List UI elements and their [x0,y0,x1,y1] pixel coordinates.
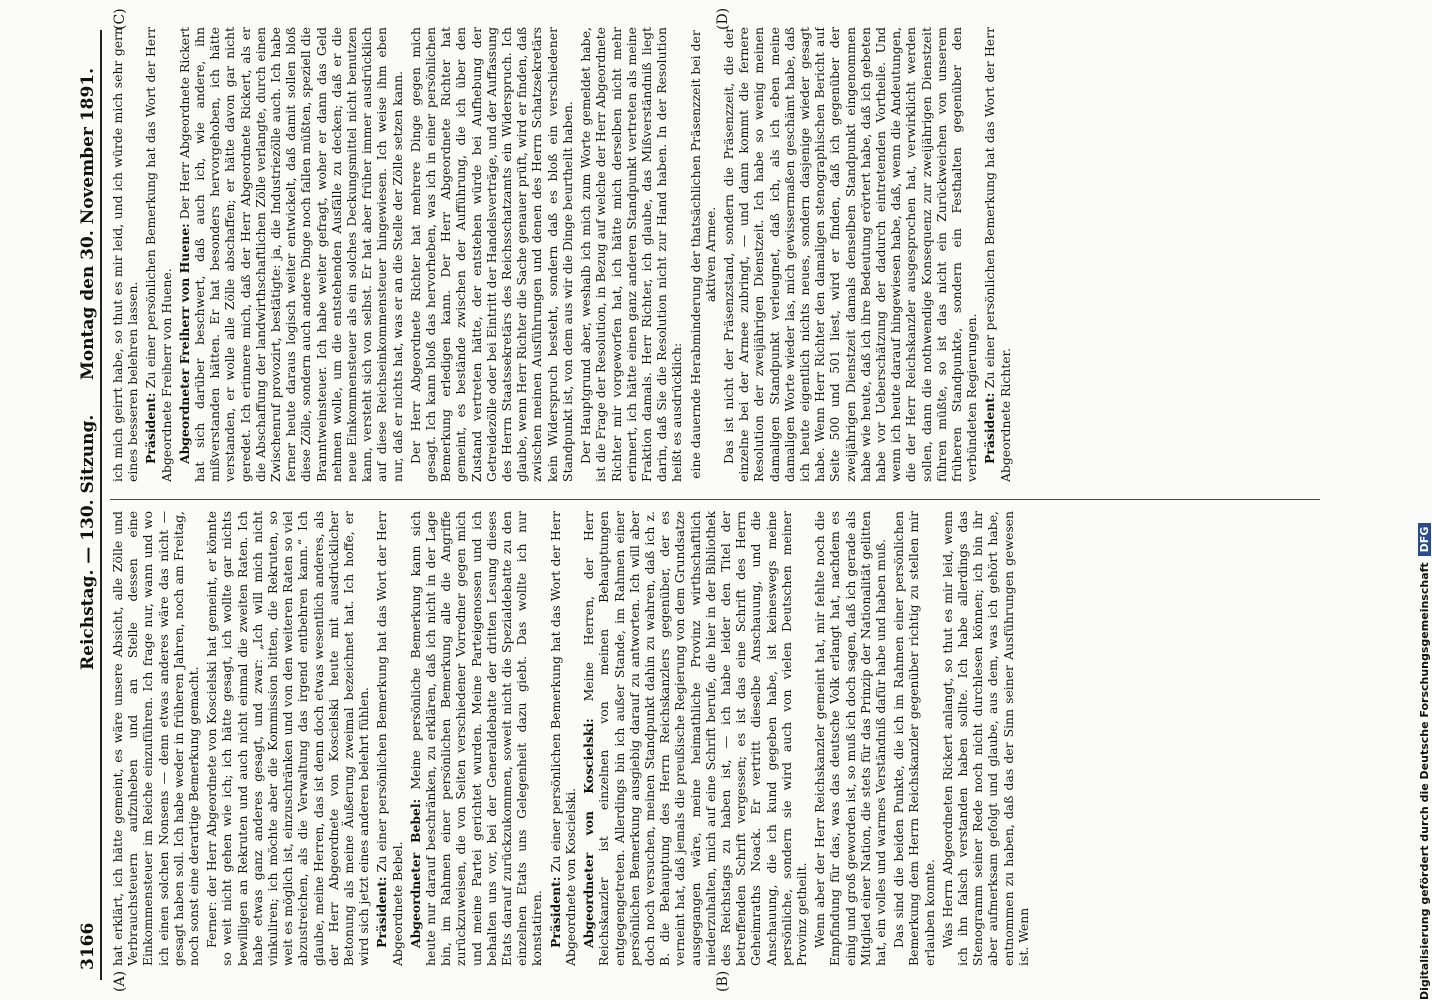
paragraph [982,27,1012,482]
session-date: Montag den 30. November 1891. [78,67,98,380]
margin-mark-c: (C) [112,8,128,30]
paragraph [374,511,404,966]
paragraph: Wenn aber der Herr Reichskanzler gemeint hat, mir fehlte noch die Empfindung für das, was das deutsche Volk erlangt hat, nachdem es einig und groß geworden ist, so muß ich doch sagen, daß ich gerade als Mitglied einer Nation, die stets für das Prinzip der Nationalität gelitten hat, ein volles und warmes Verständniß dafür habe und haben muß. [812,511,888,966]
speaker-label: Präsident: [374,876,390,948]
paragraph-text: Zu einer persönlichen Bemerkung hat das Wort der Herr Abgeordnete Richter. [982,27,1013,482]
paragraph: ich mich geirrt habe, so thut es mir leid, und ich würde mich sehr gern eines besseren belehren lassen. [110,27,141,482]
speaker-label: Abgeordneter Bebel: [407,798,423,948]
digitization-credit [1418,300,1431,1000]
paragraph-text: Zu einer persönlichen Bemerkung hat das Wort der Herr Abgeordnete Bebel. [374,511,405,966]
margin-mark-d: (D) [715,7,731,30]
speaker-label: Abgeordneter von Koscielski: [581,718,597,948]
paragraph: Was Herrn Abgeordneten Rickert anlangt, so thut es mir leid, wenn ich ihn falsch verstanden haben sollte. Ich habe allerdings das Stenogramm seiner Rede noch nicht durchlesen können; ich bin ihr aber aufmerksam gefolgt und glaube, aus dem, was ich gehört habe, entnommen zu haben, daß das der Sinn seiner Ausführungen gewesen ist. Wenn [939,511,1031,966]
speaker-label: Präsident: [547,876,563,948]
paragraph [581,511,809,966]
left-column [110,511,1320,966]
right-column [110,27,1320,482]
paragraph: hat erklärt, ich hätte gemeint, es wäre unsere Absicht, alle Zölle und Verbrauchsteuern aufzuheben und an Stelle dessen eine Einkommensteuer im Reiche einzuführen. Ich frage nur, wann und wo ich einen solchen Nonsens — denn etwas anderes wäre das nicht — gesagt haben soll. Ich habe weder in früheren Jahren, noch am Freitag, noch sonst eine derartige Bemerkung gemacht. [110,511,202,966]
speaker-label: Präsident: [143,392,159,464]
dfg-logo: DFG [1418,523,1431,557]
paragraph [143,27,173,482]
speaker-label: Abgeordneter Freiherr von Huene: [176,223,192,464]
paragraph: Der Hauptgrund aber, weshalb ich mich zum Worte gemeldet habe, ist die Frage der Resolution, in Bezug auf welche der Herr Abgeordnete Richter mir vorgeworfen hat, ich hätte mich derselben nicht mehr erinnert, ich hätte einen ganz anderen Standpunkt vertreten als meine Fraktion damals. Herr Richter, ich glaube, das Mißverständniß liegt darin, daß Sie die Resolution nicht zur Hand haben. In der Resolution heißt es ausdrücklich: [578,27,685,482]
paragraph-text: Meine Herren, der Herr Reichskanzler ist einzelnen von meinen Behauptungen entgegengetreten. Allerdings bin ich außer Stande, im Rahmen einer persönlichen Bemerkung ausgiebig darauf zu antworten. Ich will aber doch noch versuchen, meinen Standpunkt dahin zu wahren, daß ich z. B. die Behauptung des Herrn Reichskanzlers gegenüber, der es verneint hat, daß jemals die preußische Regierung von dem Grundsatze ausgegangen wäre, meine heimathliche Provinz wirthschaftlich niederzuhalten, mich auf eine Schrift berufe, die hier in der Bibliothek des Reichstags zu haben ist, — ich habe leider den Titel der betreffenden Schrift vergessen; es ist das eine Schrift des Herrn Geheimraths Noack. Er vertritt dieselbe Anschauung, und die Anschauung, die ich kund gegeben habe, ist keineswegs meine persönliche, sondern sie wird auch von vielen Deutschen meiner Provinz getheilt. [581,511,809,966]
paragraph: Das ist nicht der Präsenzstand, sondern die Präsenzzeit, die der einzelne bei der Armee zubringt, — und dann kommt die fernere Resolution der zweijährigen Dienstzeit. Ich habe so wenig meinen damaligen Standpunkt verleugnet, daß ich, als ich eben meine damaligen Worte wieder las, mich gewissermaßen geschämt habe, daß ich heute eigentlich nichts neues, sondern dasjenige wieder gesagt habe. Wenn Herr Richter den damaligen stenographischen Bericht auf Seite 500 und 501 liest, wird er finden, daß ich gegenüber der zweijährigen Dienstzeit damals denselben Standpunkt eingenommen habe wie heute, daß ich ihre Bedeutung erörtert habe, daß ich gebeten habe vor Ueberschätzung der dadurch eintretenden Vortheile. Und wenn ich heute darauf hingewiesen habe, daß, wenn die Andeutungen, die der Herr Reichskanzler ausgesprochen hat, verwirklicht werden sollen, dann die nothwendige Konsequenz zur zweijährigen Dienstzeit führen müßte, so ist das nicht ein Zurückweichen von unserem früheren Standpunkte, sondern ein Festhalten gegenüber den verbündeten Regierungen. [720,27,980,482]
paragraph: Das sind die beiden Punkte, die ich im Rahmen einer persönlichen Bemerkung dem Herrn Reichskanzler gegenüber richtig zu stellen mir erlauben konnte. [891,511,937,966]
paragraph: Ferner: der Herr Abgeordnete von Koscielski hat gemeint, er könnte so weit nicht gehen wie ich; ich hätte gesagt, ich wollte gar nichts bewilligen an Rekruten und auch nicht einmal die zweiten Raten. Ich habe etwas ganz anderes gesagt, und zwar: „Ich will mich nicht vinkuliren; ich möchte aber die Kommission bitten, die Rekruten, so weit es möglich ist, einzuschränken und von den weiteren Raten so viel abzustreichen, als die Verwaltung das irgend entbehren kann.“ Ich glaube, meine Herren, das ist denn doch etwas wesentlich anderes, als der Herr Abgeordnete von Koscielski heute mit ausdrücklicher Betonung als meine Äußerung zweimal bezeichnet hat. Ich hoffe, er wird sich jetzt eines anderen belehrt fühlen. [204,511,372,966]
paragraph [408,511,545,966]
paragraph: Der Herr Abgeordnete Richter hat mehrere Dinge gegen mich gesagt. Ich kann bloß das hervorheben, was ich in einer persönlichen Bemerkung erledigen kann. Der Herr Abgeordnete Richter hat gemeint, es bestände zwischen der Aufführung, die ich über den Zustand vertreten hätte, der entstehen würde bei Aufhebung der Getreidezölle oder bei Eintritt der Handelsverträge, und der Auffassung des Herrn Staatssekretärs des Reichsschatzamts ein Widerspruch. Ich glaube, wenn Herr Richter die Sache genauer prüft, wird er finden, daß zwischen meinen Ausführungen und denen des Herrn Schatzsekretärs kein Widerspruch besteht, sondern daß es bloß ein verschiedener Standpunkt ist, von dem aus wir die Dinge beurtheilt haben. [407,27,575,482]
quoted-resolution: eine dauernde Herabminderung der thatsächlichen Präsenzzeit bei der aktiven Armee. [687,30,718,479]
paragraph-text: Zu einer persönlichen Bemerkung hat das Wort der Herr Abgeordnete von Koscielski. [547,511,578,966]
header-rule [100,30,102,980]
session-title: Reichstag. — 130. Sitzung. [78,414,98,670]
paragraph-text: Zu einer persönlichen Bemerkung hat das Wort der Herr Abgeordnete Freiherr von Huene. [143,27,174,482]
paragraph-text: Der Herr Abgeordnete Rickert hat sich darüber beschwert, daß auch ich, wie andere, ihn mißverstanden hätten. Er hat besonders hervorgehoben, ich hätte verstanden, er wolle alle Zölle abschaffen; er hätte davon gar nicht geredet. Ich erinnere mich, daß der Herr Abgeordnete Rickert, als er die Abschaffung der landwirthschaftlichen Zölle verlangte, durch einen Zwischenruf provozirt, bestätigte: ja, die Industriezölle auch. Ich habe ferner heute daraus logisch weiter entwickelt, daß damit sollen bloß diese Zölle, sondern auch andere Dinge noch fallen müßten, speziell die Branntweinsteuer. Ich habe weiter gefragt, woher er dann das Geld nehmen wolle, um die entstehenden Ausfälle zu decken; daß er die neue Einkommensteuer als ein solches Deckungsmittel nicht benutzen kann, versteht sich von selbst. Er hat aber früher immer ausdrücklich auf diese Reichseinkommensteuer hingewiesen. Ich weise ihm eben nur, daß er nichts hat, was er an die Stelle der Zölle setzen kann. [176,27,405,482]
speaker-label: Präsident: [982,392,998,464]
paragraph [177,27,405,482]
page-number: 3166 [78,922,98,970]
page-header [78,30,100,970]
column-divider [110,499,1320,500]
margin-mark-a: (A) [112,970,128,992]
margin-mark-b: (B) [715,970,731,992]
paragraph-text: Meine persönliche Bemerkung kann sich heute nur darauf beschränken, zu erklären, daß ich nicht in der Lage bin, im Rahmen einer persönlichen Bemerkung alle die Angriffe zurückzuweisen, die von Seiten verschiedener Vorredner gegen mich und meine Partei gerichtet wurden. Meine Parteigenossen und ich behalten uns vor, bei der Generaldebatte der dritten Lesung dieses Etats darauf zurückzukommen, soweit nicht die Spezialdebatte zu den einzelnen Etats uns Gelegenheit dazu giebt. Das wollte ich nur konstatiren. [407,511,545,966]
credit-text: Digitalisierung gefördert durch die Deutsche Forschungsgemeinschaft [1418,562,1431,1000]
paragraph [548,511,578,966]
